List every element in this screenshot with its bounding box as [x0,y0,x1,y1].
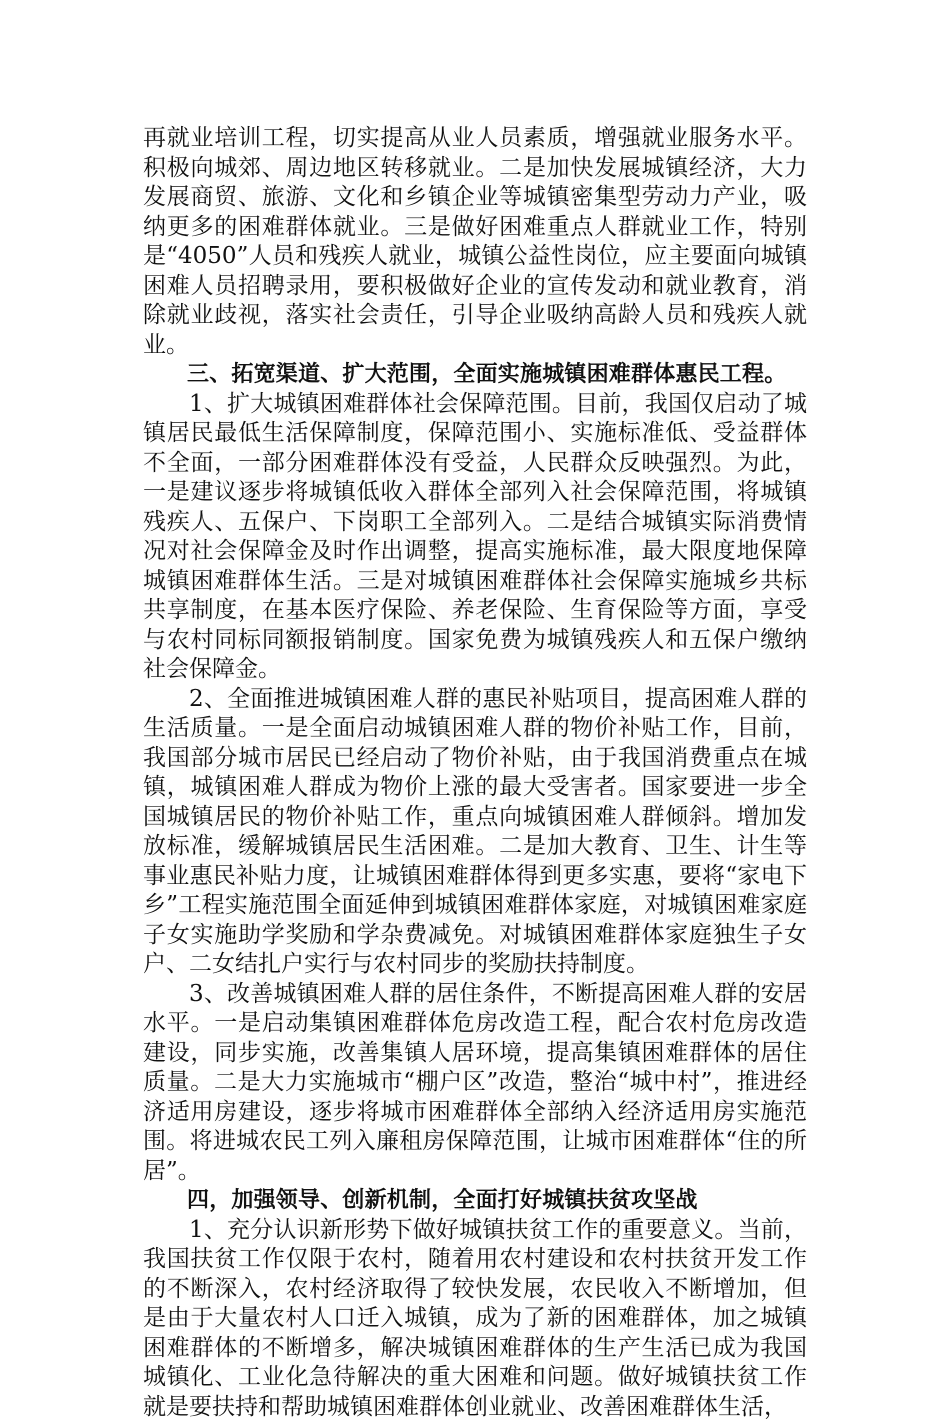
body-paragraph: 1、充分认识新形势下做好城镇扶贫工作的重要意义。当前，我国扶贫工作仅限于农村，随着用农村建设和农村扶贫开发工作的不断深入，农村经济取得了较快发展，农民收入不断增加，但是由于大量农村人口迁入城镇，成为了新的困难群体，加之城镇困难群体的不断增多，解决城镇困难群体的生产生活已成为我国城镇化、工业化急待解决的重大困难和问题。做好城镇扶贫工作就是要扶持和帮助城镇困难群体创业就业、改善困难群体生活， [143,1216,807,1422]
body-paragraph: 再就业培训工程，切实提高从业人员素质，增强就业服务水平。积极向城郊、周边地区转移就业。二是加快发展城镇经济，大力发展商贸、旅游、文化和乡镇企业等城镇密集型劳动力产业，吸纳更多的困难群体就业。三是做好困难重点人群就业工作，特别是“4050”人员和残疾人就业，城镇公益性岗位，应主要面向城镇困难人员招聘录用，要积极做好企业的宣传发动和就业教育，消除就业歧视，落实社会责任，引导企业吸纳高龄人员和残疾人就业。 [143,124,807,360]
document-page [143,124,807,1422]
body-paragraph: 3、改善城镇困难人群的居住条件，不断提高困难人群的安居水平。一是启动集镇困难群体危房改造工程，配合农村危房改造建设，同步实施，改善集镇人居环境，提高集镇困难群体的居住质量。二是大力实施城市“棚户区”改造，整治“城中村”，推进经济适用房建设，逐步将城市困难群体全部纳入经济适用房实施范围。将进城农民工列入廉租房保障范围，让城市困难群体“住的所居”。 [143,980,807,1187]
body-paragraph: 1、扩大城镇困难群体社会保障范围。目前，我国仅启动了城镇居民最低生活保障制度，保障范围小、实施标准低、受益群体不全面，一部分困难群体没有受益，人民群众反映强烈。为此，一是建议逐步将城镇低收入群体全部列入社会保障范围，将城镇残疾人、五保户、下岗职工全部列入。二是结合城镇实际消费情况对社会保障金及时作出调整，提高实施标准，最大限度地保障城镇困难群体生活。三是对城镇困难群体社会保障实施城乡共标共享制度，在基本医疗保险、养老保险、生育保险等方面，享受与农村同标同额报销制度。国家免费为城镇残疾人和五保户缴纳社会保障金。 [143,390,807,685]
section-heading: 四，加强领导、创新机制，全面打好城镇扶贫攻坚战 [143,1186,807,1216]
section-heading: 三、拓宽渠道、扩大范围，全面实施城镇困难群体惠民工程。 [143,360,807,390]
body-paragraph: 2、全面推进城镇困难人群的惠民补贴项目，提高困难人群的生活质量。一是全面启动城镇困难人群的物价补贴工作，目前，我国部分城市居民已经启动了物价补贴，由于我国消费重点在城镇，城镇困难人群成为物价上涨的最大受害者。国家要进一步全国城镇居民的物价补贴工作，重点向城镇困难人群倾斜。增加发放标准，缓解城镇居民生活困难。二是加大教育、卫生、计生等事业惠民补贴力度，让城镇困难群体得到更多实惠，要将“家电下乡”工程实施范围全面延伸到城镇困难群体家庭，对城镇困难家庭子女实施助学奖励和学杂费减免。对城镇困难群体家庭独生子女户、二女结扎户实行与农村同步的奖励扶持制度。 [143,685,807,980]
